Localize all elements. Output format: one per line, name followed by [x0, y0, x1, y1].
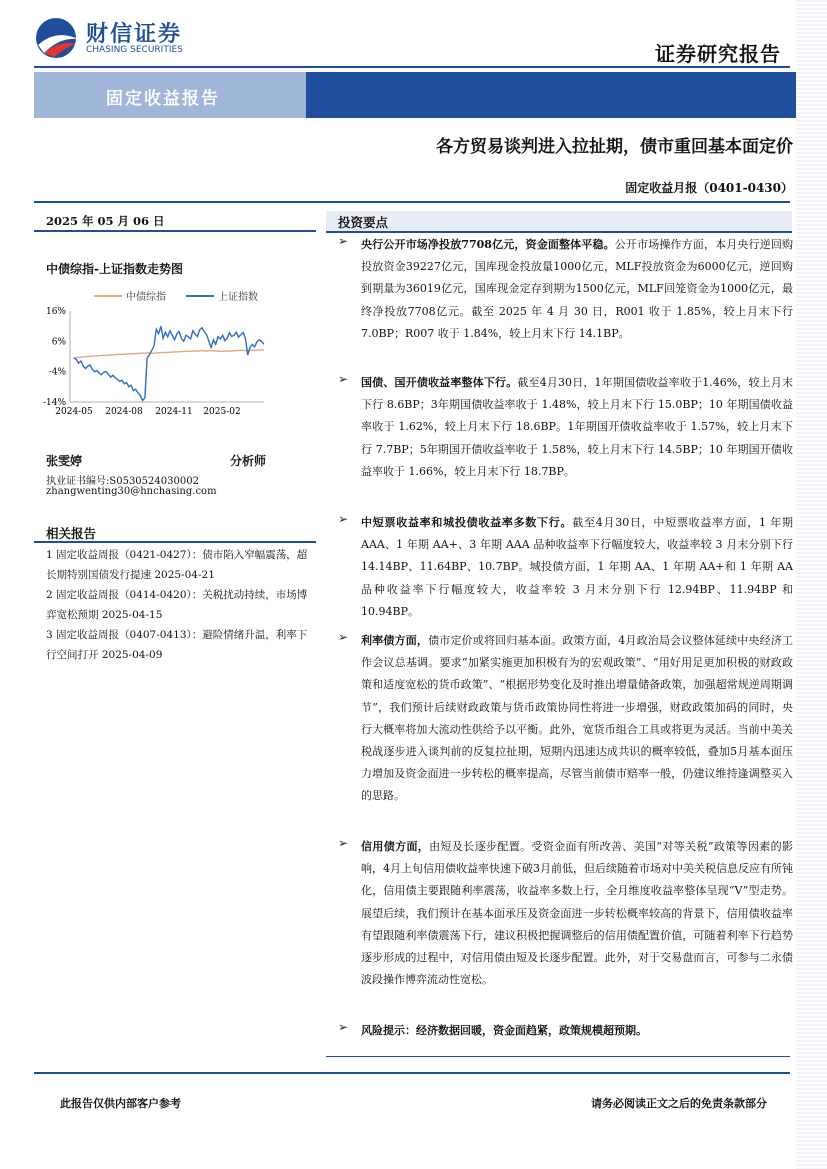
company-logo	[34, 15, 194, 61]
analyst-email[interactable]: zhangwenting30@hnchasing.com	[46, 486, 217, 497]
series-line-bond	[74, 350, 264, 358]
analyst-role: 分析师	[230, 454, 267, 468]
analyst-cert: 执业证书编号:S0530524030002	[46, 476, 199, 487]
chart-section-title: 中债综指-上证指数走势图	[46, 262, 183, 276]
related-rule	[34, 541, 316, 543]
key-point-body: 公开市场操作方面，本月央行逆回购投放资金39227亿元，国库现金投放量1000亿元，MLF投放资金为6000亿元，逆回购到期量为36019亿元，国库现金定存到期为1500亿元，MLF回笼资金为1000亿元，最终净投放7708亿元。截至 2025 年 4 月 30 日，R001 收于 1.85%，较上月末下行 7.0BP；R007 收于 1.84%，较上月末下行 14.1BP。	[361, 238, 793, 340]
report-date: 2025 年 05 月 06 日	[46, 214, 165, 228]
key-point-lead: 国债、国开债收益率整体下行。	[361, 376, 518, 389]
related-report-item[interactable]: 1 固定收益周报（0421-0427）：债市陷入窄幅震荡，超长期特别国债发行提速 2025-04-21	[46, 549, 308, 581]
sidebar-rule	[34, 230, 316, 232]
key-point-body: 截至4月30日，中短票收益率方面，1 年期 AAA、1 年期 AA+、3 年期 AAA 品种收益率下行幅度较大，收益率较 3 月末分别下行 14.14BP、11.64BP、10.7BP。城投债方面，1 年期 AA、1 年期 AA+和 1 年期 AA 品种收益率下行幅度较大，收益率较 3 月末分别下行 12.94BP、11.94BP 和 10.94BP。	[361, 516, 793, 618]
logo-english-name: CHASING SECURITIES	[86, 45, 183, 55]
y-tick-label: 6%	[51, 337, 66, 348]
footer-right-note: 请务必阅读正文之后的免责条款部分	[591, 1097, 767, 1110]
logo-mark-icon	[34, 15, 80, 61]
legend-label-bond: 中债综指	[126, 292, 166, 303]
key-point-item	[338, 234, 793, 345]
footer-rule	[34, 1072, 790, 1074]
arrow-bullet-icon: ➢	[338, 372, 349, 386]
key-point-item	[338, 1020, 793, 1042]
arrow-bullet-icon: ➢	[338, 512, 349, 526]
related-reports-title: 相关报告	[46, 526, 97, 541]
x-tick-label: 2025-02	[203, 407, 241, 414]
footer-rule-upper	[326, 1056, 790, 1057]
y-tick-label: 16%	[45, 307, 66, 317]
key-point-lead: 信用债方面，	[361, 840, 430, 853]
key-point-item	[338, 836, 793, 991]
price-trend-chart	[34, 284, 264, 414]
key-point-lead: 风险提示：经济数据回暖，资金面趋紧，政策规模超预期。	[361, 1024, 647, 1037]
key-point-body: 由短及长逐步配置。受资金面有所改善、美国“对等关税”政策等因素的影响，4月上旬信用债收益率快速下破3月前低，但后续随着市场对中美关税信息反应有所钝化，信用债主要跟随利率震荡，收益率多数上行，全月维度收益率整体呈现“V”型走势。展望后续，我们预计在基本面承压及资金面进一步转松概率较高的背景下，信用债收益率有望跟随利率债震荡下行，建议积极把握调整后的信用债配置价值，可随着利率下行趋势逐步形成的过程中，对信用债由短及长逐步配置。此外，对于交易盘而言，可参与二永债波段操作博弈流动性宽松。	[361, 840, 793, 987]
related-report-item[interactable]: 2 固定收益周报（0414-0420）：关税扰动持续，市场博弈宽松预期 2025-04-15	[46, 589, 308, 621]
key-point-item	[338, 512, 793, 623]
footer-left-note: 此报告仅供内部客户参考	[60, 1097, 181, 1110]
decorative-side-strip	[796, 0, 827, 1169]
x-tick-label: 2024-05	[55, 407, 93, 414]
x-tick-label: 2024-11	[155, 407, 193, 414]
y-tick-label: -14%	[42, 398, 66, 408]
arrow-bullet-icon: ➢	[338, 630, 349, 644]
key-point-lead: 中短票收益率和城投债收益率多数下行。	[361, 516, 573, 529]
key-points-rule	[326, 231, 792, 233]
banner	[34, 72, 796, 118]
key-point-lead: 央行公开市场净投放7708亿元，资金面整体平稳。	[361, 238, 615, 251]
arrow-bullet-icon: ➢	[338, 836, 349, 850]
chart-legend	[94, 290, 258, 303]
key-point-body: 债市定价或将回归基本面。政策方面，4月政治局会议整体延续中央经济工作会议总基调。要求“加紧实施更加积极有为的宏观政策”、“用好用足更加积极的财政政策和适度宽松的货币政策”、“根据形势变化及时推出增量储备政策，加强超常规逆周期调节”，我们预计后续财政政策与货币政策协同性将进一步增强，财政政策加码的同时，央行大概率将加大流动性供给予以平衡。此外，宽货币组合工具或将更为灵活。当前中美关税战逐步进入谈判前的反复拉扯期，短期内迅速达成共识的概率较低，叠加5月基本面压力增加及资金面进一步转松的概率提高，尽管当前债市赔率一般，仍建议维持逢调整买入的思路。	[361, 634, 794, 803]
key-points-header-bg	[326, 211, 792, 231]
logo-chinese-name: 财信证券	[86, 22, 183, 47]
key-point-item	[338, 372, 793, 483]
key-point-item	[338, 630, 793, 808]
report-title: 各方贸易谈判进入拉扯期，债市重回基本面定价	[436, 137, 793, 157]
y-tick-label: -4%	[48, 367, 66, 378]
report-subtitle: 固定收益月报（0401-0430）	[625, 181, 793, 195]
legend-label-index: 上证指数	[218, 292, 258, 303]
related-reports-list	[46, 545, 308, 665]
related-report-item[interactable]: 3 固定收益周报（0407-0413）：避险情绪升温，利率下行空间打开 2025-04-09	[46, 629, 308, 661]
report-kind: 证券研究报告	[655, 42, 781, 66]
key-points-title: 投资要点	[338, 215, 389, 230]
title-rule	[34, 201, 790, 203]
series-line-index	[74, 326, 264, 400]
key-point-lead: 利率债方面，	[361, 634, 429, 647]
banner-title: 固定收益报告	[106, 89, 220, 109]
arrow-bullet-icon: ➢	[338, 1020, 349, 1034]
arrow-bullet-icon: ➢	[338, 234, 349, 248]
x-tick-label: 2024-08	[105, 407, 143, 414]
key-point-body: 截至4月30日，1年期国债收益率收于1.46%，较上月末下行 8.6BP；3年期国债收益率收于 1.48%，较上月末下行 15.0BP；10 年期国债收益率收于 1.62%，较上月末下行 18.6BP。1年期国开债收益率收于 1.57%，较上月末下行 7.7BP；5年期国开债收益率收于 1.58%，较上月末下行 14.5BP；10 年期国开债收益率收于 1.66%，较上月末下行 18.7BP。	[361, 376, 794, 478]
analyst-name: 张雯婷	[46, 454, 83, 468]
header-rule	[34, 66, 790, 68]
